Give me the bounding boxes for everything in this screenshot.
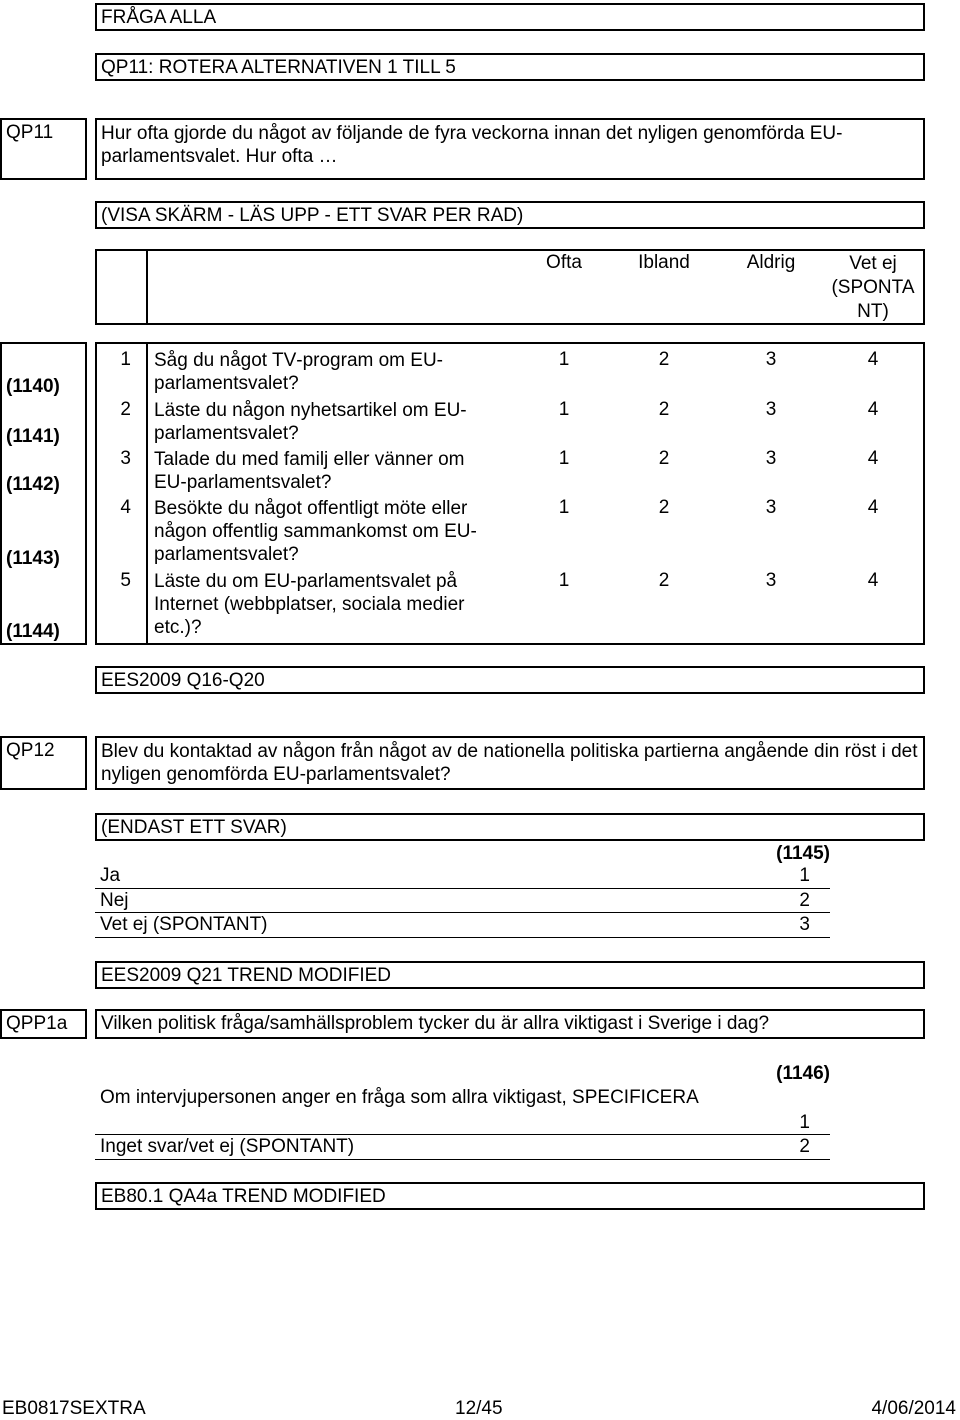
qp11-instruction-box [95, 201, 925, 229]
row-5-code-1: 1 [558, 570, 570, 591]
row-4-code-2: 2 [658, 497, 670, 518]
row-2-code-1: 1 [558, 399, 570, 420]
qp11-question-box [95, 118, 925, 180]
row-3-text: Talade du med familj eller vänner om EU-parlamentsvalet? [154, 449, 465, 493]
row-2-code-3: 3 [765, 399, 777, 420]
qp12-code: QP12 [6, 740, 55, 761]
row-5-code-3: 3 [765, 570, 777, 591]
footer-page-number: 12/45 [455, 1398, 503, 1419]
col-ofta: Ofta [546, 252, 582, 273]
qp11-code: QP11 [6, 122, 54, 143]
col-ibland: Ibland [638, 252, 690, 273]
qp12-option-ja: Ja [100, 865, 121, 886]
row-2-text: Läste du någon nyhetsartikel om EU-parlamentsvalet? [154, 400, 467, 444]
qp12-line-1 [95, 888, 830, 889]
row-1-number: 1 [120, 349, 131, 370]
row-4-code-1: 1 [558, 497, 570, 518]
qpp1a-line-1 [95, 1134, 830, 1135]
row-5-number: 5 [120, 570, 131, 591]
footer-date: 4/06/2014 [871, 1398, 956, 1419]
qp12-option-nej: Nej [100, 890, 129, 911]
row-4-text: Besökte du något offentligt möte eller någon offentlig sammankomst om EU-parlamentsvalet? [154, 498, 477, 565]
qp12-code-box [0, 736, 87, 790]
qp11-source-box [95, 666, 925, 694]
row-4-code-3: 3 [765, 497, 777, 518]
row-4-code-4: 4 [867, 497, 879, 518]
row-1-text: Såg du något TV‐program om EU-parlamentsvalet? [154, 350, 444, 394]
row-1-code-3: 3 [765, 349, 777, 370]
qp12-source-box [95, 961, 925, 989]
footer-doc-id: EB0817SEXTRA [2, 1398, 146, 1419]
var-1140: (1140) [6, 376, 60, 397]
row-3-number: 3 [120, 448, 131, 469]
row-2-number: 2 [120, 399, 131, 420]
qpp1a-code-inget-svar: 2 [799, 1136, 810, 1157]
row-5-code-2: 2 [658, 570, 670, 591]
qp12-source: EES2009 Q21 TREND MODIFIED [101, 965, 392, 986]
row-5-code-4: 4 [867, 570, 879, 591]
qp12-code-nej: 2 [799, 890, 810, 911]
row-3-code-2: 2 [658, 448, 670, 469]
row-3-code-3: 3 [765, 448, 777, 469]
qp12-line-2 [95, 912, 830, 913]
row-1-code-1: 1 [558, 349, 570, 370]
qp12-line-3 [95, 937, 830, 938]
row-3-code-4: 4 [867, 448, 879, 469]
qpp1a-line-2 [95, 1159, 830, 1160]
qpp1a-var: (1146) [776, 1063, 830, 1084]
qpp1a-option-specificera: Om intervjupersonen anger en fråga som allra viktigast, SPECIFICERA [100, 1087, 699, 1108]
qp11-source: EES2009 Q16-Q20 [101, 670, 265, 691]
qpp1a-question: Vilken politisk fråga/samhällsproblem tycker du är allra viktigast i Sverige i dag? [101, 1013, 770, 1034]
fraga-alla-label: FRÅGA ALLA [101, 7, 217, 28]
qp12-instruction: (ENDAST ETT SVAR) [101, 817, 287, 838]
qpp1a-source-box [95, 1182, 925, 1210]
qp11-instruction: (VISA SKÄRM - LÄS UPP - ETT SVAR PER RAD) [101, 205, 524, 226]
col-aldrig: Aldrig [746, 252, 796, 273]
qpp1a-question-box [95, 1009, 925, 1039]
var-1141: (1141) [6, 426, 60, 447]
qp12-instruction-box [95, 813, 925, 841]
qp12-question-box [95, 736, 925, 790]
qp12-option-vet-ej: Vet ej (SPONTANT) [100, 914, 268, 935]
var-1143: (1143) [6, 548, 60, 569]
qpp1a-code: QPP1a [6, 1013, 68, 1034]
var-1142: (1142) [6, 474, 60, 495]
qp12-code-vet-ej: 3 [799, 914, 810, 935]
row-4-number: 4 [120, 497, 131, 518]
row-2-code-4: 4 [867, 399, 879, 420]
items-divider [146, 344, 148, 643]
qp11-vars-box [0, 342, 87, 645]
qpp1a-code-box [0, 1009, 87, 1039]
row-1-code-2: 2 [658, 349, 670, 370]
row-2-code-2: 2 [658, 399, 670, 420]
grid-header-divider [146, 251, 148, 323]
rotera-label: QP11: ROTERA ALTERNATIVEN 1 TILL 5 [101, 57, 456, 78]
row-3-code-1: 1 [558, 448, 570, 469]
qp12-question: Blev du kontaktad av någon från något av de nationella politiska partierna angående din röst i det nyligen genomförda EU-parlamentsvalet? [101, 741, 918, 785]
var-1144: (1144) [6, 621, 60, 642]
fraga-alla-box [95, 3, 925, 31]
row-5-text: Läste du om EU-parlamentsvalet på Internet (webbplatser, sociala medier etc.)? [154, 571, 465, 638]
qpp1a-source: EB80.1 QA4a TREND MODIFIED [101, 1186, 386, 1207]
qpp1a-option-inget-svar: Inget svar/vet ej (SPONTANT) [100, 1136, 355, 1157]
qp12-code-ja: 1 [799, 865, 810, 886]
qp11-code-box [0, 118, 87, 180]
col-vet-ej: Vet ej (SPONTA NT) [831, 253, 915, 322]
rotera-box [95, 53, 925, 81]
row-1-code-4: 4 [867, 349, 879, 370]
qp12-var: (1145) [776, 843, 830, 864]
qpp1a-code-specificera: 1 [799, 1112, 810, 1133]
qp11-question: Hur ofta gjorde du något av följande de fyra veckorna innan det nyligen genomförda EU-parlamentsvalet. Hur ofta … [101, 123, 843, 167]
